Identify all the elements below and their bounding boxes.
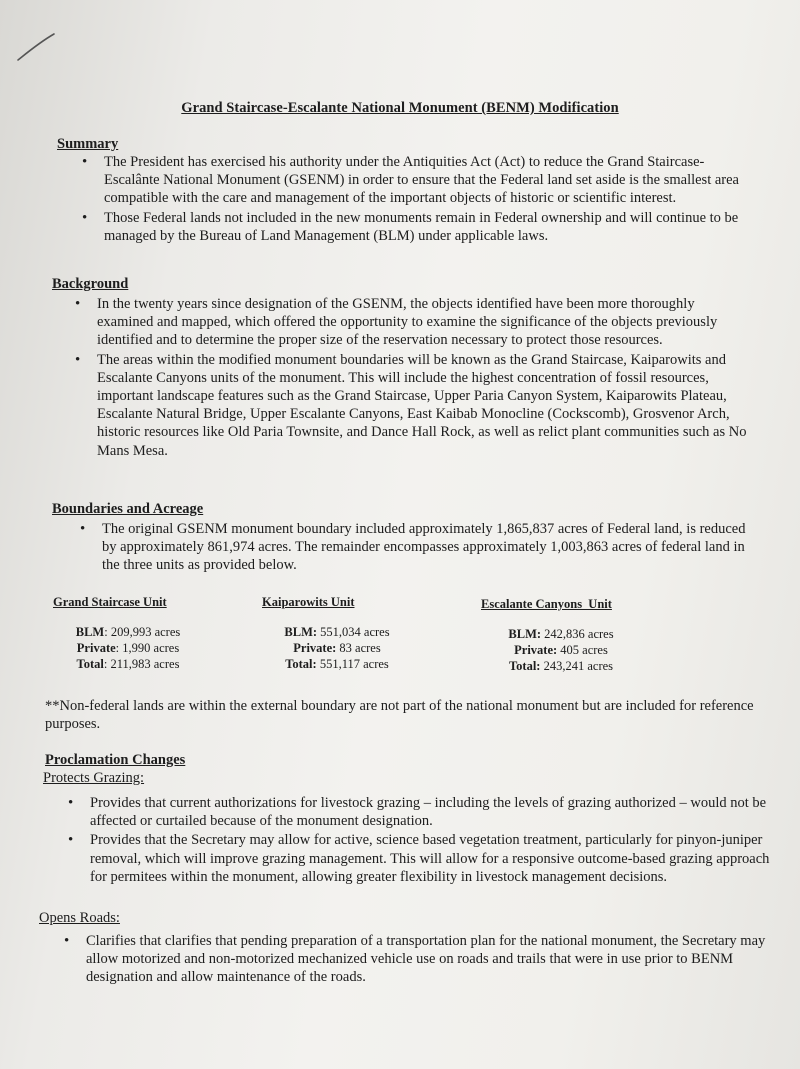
- total-label: Total: [76, 657, 104, 671]
- background-bullet: • In the twenty years since designation of the GSENM, the objects identified have been more thoroughly examined and mapped, which offered the opportunity to examine the significance of the objects previously identified and to determine the proper size of the reservation necessary to protect those resources.: [97, 295, 749, 350]
- blm-value: 242,836 acres: [541, 627, 614, 641]
- background-list: [97, 295, 749, 461]
- private-label: Private:: [293, 641, 337, 655]
- private-label: Private: [76, 641, 116, 655]
- roads-subheading: Opens Roads:: [39, 910, 120, 926]
- total-value: 243,241 acres: [540, 659, 614, 673]
- private-value: : 1,990 acres: [115, 641, 180, 655]
- proclamation-heading: Proclamation Changes: [45, 752, 186, 768]
- non-federal-note: **Non-federal lands are within the external boundary are not part of the national monument but are included for reference purposes.: [45, 698, 754, 732]
- grazing-list: [90, 794, 770, 887]
- background-heading: Background: [52, 276, 129, 292]
- unit-escalante-canyons: [481, 597, 641, 674]
- unit-grand-staircase: [53, 595, 203, 672]
- total-label: Total:: [285, 657, 317, 671]
- unit-title: Kaiparowits Unit: [262, 595, 355, 609]
- blm-label: BLM:: [284, 625, 318, 639]
- unit-title: Escalante Canyons Unit: [481, 597, 612, 611]
- grazing-bullet: • Provides that current authorizations for livestock grazing – including the levels of grazing authorized – would not be affected or curtailed because of the monument designation.: [90, 794, 770, 830]
- boundaries-heading: Boundaries and Acreage: [52, 501, 204, 517]
- document-title: Grand Staircase-Escalante National Monument (BENM) Modification: [181, 100, 619, 116]
- summary-bullet: • Those Federal lands not included in the new monuments remain in Federal ownership and will continue to be managed by the Bureau of Land Management (BLM) under applicable laws.: [104, 209, 744, 245]
- private-value: 405 acres: [557, 643, 608, 657]
- handwritten-slash-mark: [16, 32, 56, 62]
- total-label: Total:: [508, 659, 541, 673]
- total-value: : 211,983 acres: [103, 657, 180, 671]
- unit-acreage: [53, 624, 203, 672]
- boundaries-list: [102, 520, 762, 576]
- unit-kaiparowits: [262, 595, 412, 672]
- grazing-subheading: Protects Grazing:: [43, 770, 145, 786]
- summary-bullet: • The President has exercised his authority under the Antiquities Act (Act) to reduce the Grand Staircase-Escalânte National Monument (GSENM) in order to ensure that the Federal land set aside is the smallest area compatible with the care and management of the important objects of historic or scientific interest.: [104, 153, 744, 208]
- background-bullet: • The areas within the modified monument boundaries will be known as the Grand Staircase, Kaiparowits and Escalante Canyons units of the monument. This will include the highest concentration of fossil resources, important landscape features such as the Grand Staircase, Upper Paria Canyon System, Kaiparowits Plateau, Escalante Natural Bridge, Upper Escalante Canyons, East Kaibab Monocline (Cockscomb), Grosvenor Arch, historic resources like Old Paria Townsite, and Dance Hall Rock, as well as relict plant communities such as No Mans Mesa.: [97, 351, 749, 460]
- summary-list: [104, 153, 744, 246]
- private-value: 83 acres: [336, 641, 381, 655]
- blm-label: BLM:: [508, 627, 542, 641]
- unit-acreage: [481, 626, 641, 674]
- blm-label: BLM: [75, 625, 105, 639]
- blm-value: : 209,993 acres: [104, 625, 181, 639]
- private-label: Private:: [514, 643, 558, 657]
- total-value: 551,117 acres: [316, 657, 389, 671]
- boundaries-bullet: • The original GSENM monument boundary included approximately 1,865,837 acres of Federal land, is reduced by approximately 861,974 acres. The remainder encompasses approximately 1,003,863 acres of federal land in the three units as provided below.: [102, 520, 762, 575]
- roads-list: [86, 932, 776, 988]
- unit-acreage: [262, 624, 412, 672]
- unit-title: Grand Staircase Unit: [53, 595, 167, 609]
- blm-value: 551,034 acres: [317, 625, 390, 639]
- summary-heading: Summary: [57, 136, 119, 152]
- grazing-bullet: • Provides that the Secretary may allow for active, science based vegetation treatment, particularly for pinyon-juniper removal, which will improve grazing management. This will allow for a responsive outcome-based grazing approach for permitees within the monument, allowing greater flexibility in livestock management decisions.: [90, 831, 770, 886]
- roads-bullet: • Clarifies that clarifies that pending preparation of a transportation plan for the national monument, the Secretary may allow motorized and non-motorized mechanized vehicle use on roads and trails that were in use prior to BENM designation and allow maintenance of the roads.: [86, 932, 776, 987]
